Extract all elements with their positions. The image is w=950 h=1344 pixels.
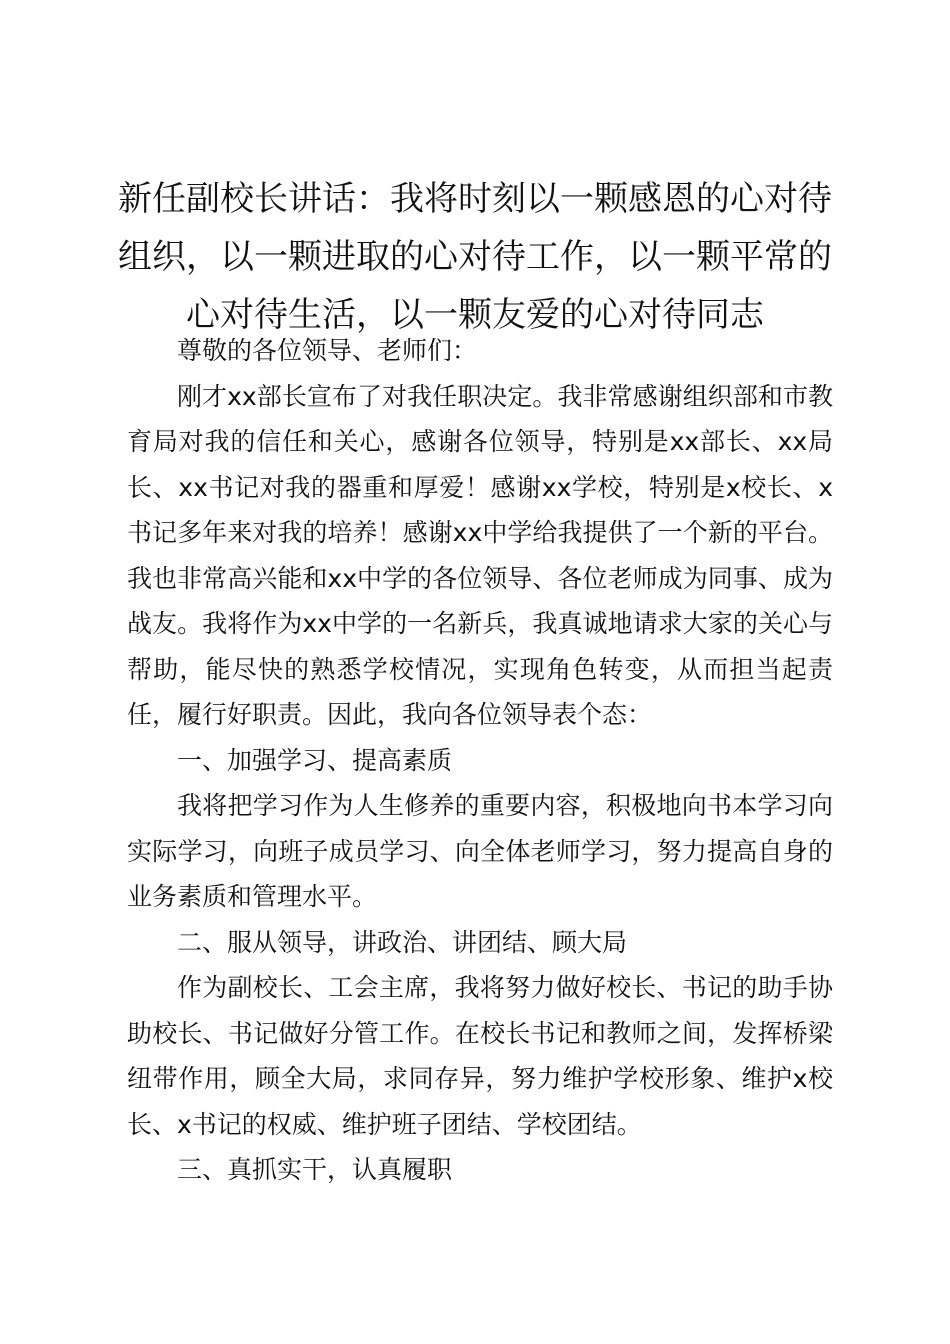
paragraph-leadership: 作为副校长、工会主席，我将努力做好校长、书记的助手协助校长、书记做好分管工作。在校长书记和教师之间，发挥桥梁纽带作用，顾全大局，求同存异，努力维护学校形象、维护x校长、x书记的权威、维护班子团结、学校团结。	[127, 973, 833, 1139]
section-heading-1: 一、加强学习、提高素质	[177, 745, 453, 775]
document-title: 新任副校长讲话：我将时刻以一颗感恩的心对待组织，以一颗进取的心对待工作，以一颗平常的心对待生活，以一颗友爱的心对待同志	[118, 179, 832, 335]
section-heading-2: 二、服从领导，讲政治、讲团结、顾大局	[177, 927, 628, 957]
document-body	[127, 328, 833, 1193]
salutation: 尊敬的各位领导、老师们：	[177, 336, 478, 365]
paragraph-study: 我将把学习作为人生修养的重要内容，积极地向书本学习向实际学习，向班子成员学习、向全体老师学习，努力提高自身的业务素质和管理水平。	[127, 791, 833, 911]
paragraph-intro: 刚才xx部长宣布了对我任职决定。我非常感谢组织部和市教育局对我的信任和关心，感谢各位领导，特别是xx部长、xx局长、xx书记对我的器重和厚爱！感谢xx学校，特别是x校长、x书记多年来对我的培养！感谢xx中学给我提供了一个新的平台。我也非常高兴能和xx中学的各位领导、各位老师成为同事、成为战友。我将作为xx中学的一名新兵，我真诚地请求大家的关心与帮助，能尽快的熟悉学校情况，实现角色转变，从而担当起责任，履行好职责。因此，我向各位领导表个态：	[127, 381, 833, 729]
section-heading-3: 三、真抓实干，认真履职	[177, 1155, 453, 1184]
